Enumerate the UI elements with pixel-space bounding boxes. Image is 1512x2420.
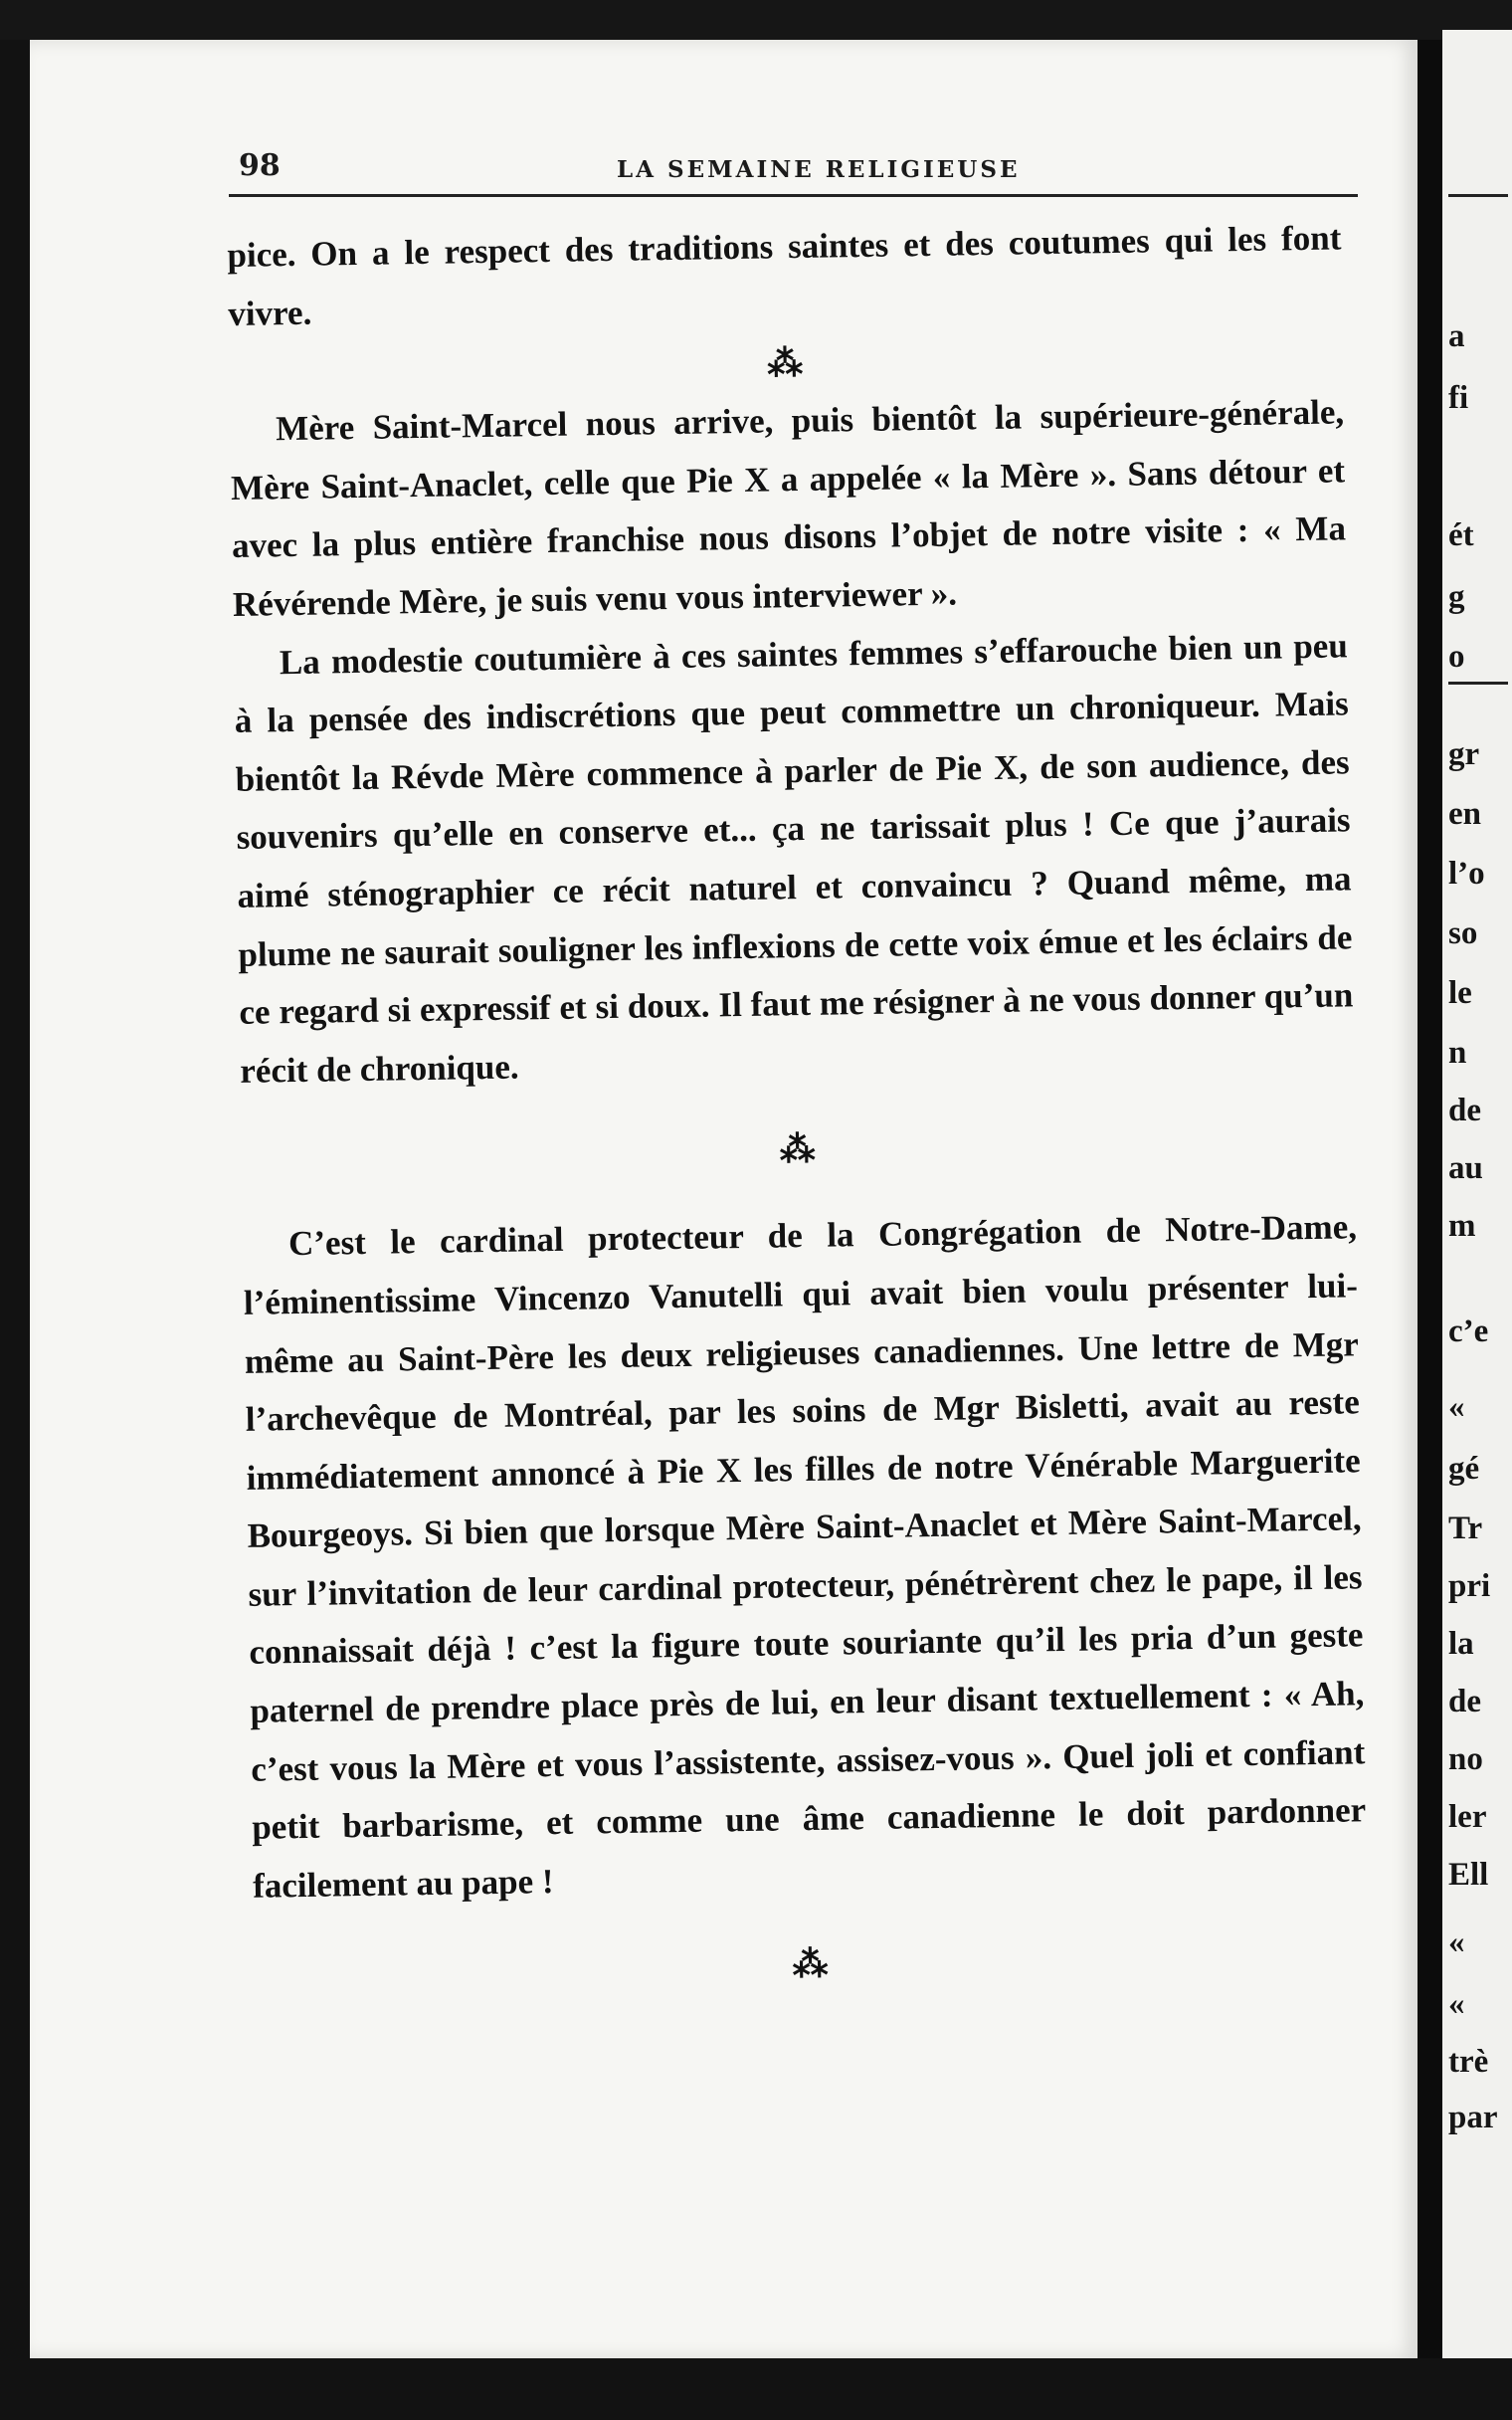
facing-page-fragment: a xyxy=(1448,318,1465,354)
facing-page-fragment: fi xyxy=(1448,380,1469,416)
page-header xyxy=(229,134,1358,197)
facing-page-fragment: trè xyxy=(1448,2044,1489,2080)
facing-page-fragment: Tr xyxy=(1448,1511,1483,1546)
facing-page-rule xyxy=(1448,682,1508,685)
facing-page-fragment: gr xyxy=(1448,736,1480,772)
facing-page-fragment: « xyxy=(1448,1924,1465,1960)
paragraph: pice. On a le respect des traditions saintes et des coutumes qui les font vivre. xyxy=(227,218,1342,333)
facing-page-fragment: c’e xyxy=(1448,1313,1489,1349)
facing-page-fragment: « xyxy=(1448,1389,1465,1425)
paragraph: C’est le cardinal protecteur de la Congrégation de Notre-Dame, l’éminentissime Vincenzo Vanutelli qui avait bien voulu présenter lui-même au Saint-Père les deux religieuses canadiennes. Une lettre de Mgr l’archevêque de Montréal, par les soins de Mgr Bisletti, avait au reste immédiatement annoncé à Pie X les filles de notre Vénérable Marguerite Bourgeoys. Si bien que lorsque Mère Saint-Anaclet et Mère Saint-Marcel, sur l’invitation de leur cardinal protecteur, pénétrèrent chez le pape, il les connaissait déjà ! c’est la figure toute souriante qu’il les pria d’un geste paternel de prendre place près de lui, en leur disant textuellement : « Ah, c’est vous la Mère et vous l’assistente, assisez-vous ». Quel joli et confiant petit barbarisme, et comme une âme canadienne le doit pardonner facilement au pape ! xyxy=(243,1207,1367,1906)
facing-page-fragment: le xyxy=(1448,975,1472,1011)
asterism-divider: ⁂ xyxy=(766,343,806,384)
facing-page-fragment: pri xyxy=(1448,1568,1491,1604)
paragraph: La modestie coutumière à ces saintes femmes s’effarouche bien un peu à la pensée des indiscrétions que peut commettre un chroniqueur. Mais bientôt la Révde Mère commence à parler de Pie X, de son audience, des souvenirs qu’elle en conserve et... ça ne tarissait plus ! Ce que j’aurais aimé sténographier ce récit naturel et convaincu ? Quand même, ma plume ne saurait souligner les inflexions de cette voix émue et les éclairs de ce regard si expressif et si doux. Il faut me résigner à ne vous donner qu’un récit de chronique. xyxy=(234,625,1354,1091)
facing-page-fragment: so xyxy=(1448,915,1478,951)
facing-page-fragment: de xyxy=(1448,1684,1481,1719)
body-text xyxy=(227,209,1369,2031)
asterism-divider: ⁂ xyxy=(779,1129,818,1170)
facing-page-fragment: de xyxy=(1448,1093,1481,1128)
facing-page-fragment: m xyxy=(1448,1208,1476,1244)
facing-page-fragment: au xyxy=(1448,1150,1483,1186)
paragraph: Mère Saint-Marcel nous arrive, puis bientôt la supérieure-générale, Mère Saint-Anaclet, celle que Pie X a appelée « la Mère ». Sans détour et avec la plus entière franchise nous disons l’objet de notre visite : « Ma Révérende Mère, je suis venu vous interviewer ». xyxy=(230,392,1347,624)
facing-page-fragment: n xyxy=(1448,1035,1467,1071)
facing-page-fragment: ét xyxy=(1448,517,1474,553)
scan-frame-top xyxy=(0,0,1512,40)
page-number: 98 xyxy=(239,148,281,183)
facing-page-fragment: l’o xyxy=(1448,856,1485,892)
facing-page-fragment: « xyxy=(1448,1986,1465,2022)
facing-page-fragment: ler xyxy=(1448,1799,1487,1835)
facing-page-fragment: en xyxy=(1448,796,1481,832)
facing-page-fragment: la xyxy=(1448,1626,1474,1662)
running-title: LA SEMAINE RELIGIEUSE xyxy=(617,156,1021,183)
facing-page-fragment: o xyxy=(1448,639,1465,675)
asterism-divider: ⁂ xyxy=(792,1944,831,1985)
facing-page-fragment: no xyxy=(1448,1741,1483,1777)
facing-page-rule xyxy=(1448,194,1508,197)
facing-page-fragment: g xyxy=(1448,579,1465,615)
facing-page-fragment: gé xyxy=(1448,1451,1480,1487)
facing-page-fragment: par xyxy=(1448,2100,1498,2135)
facing-page-fragment: Ell xyxy=(1448,1857,1489,1893)
facing-page-edge xyxy=(1442,30,1512,2358)
